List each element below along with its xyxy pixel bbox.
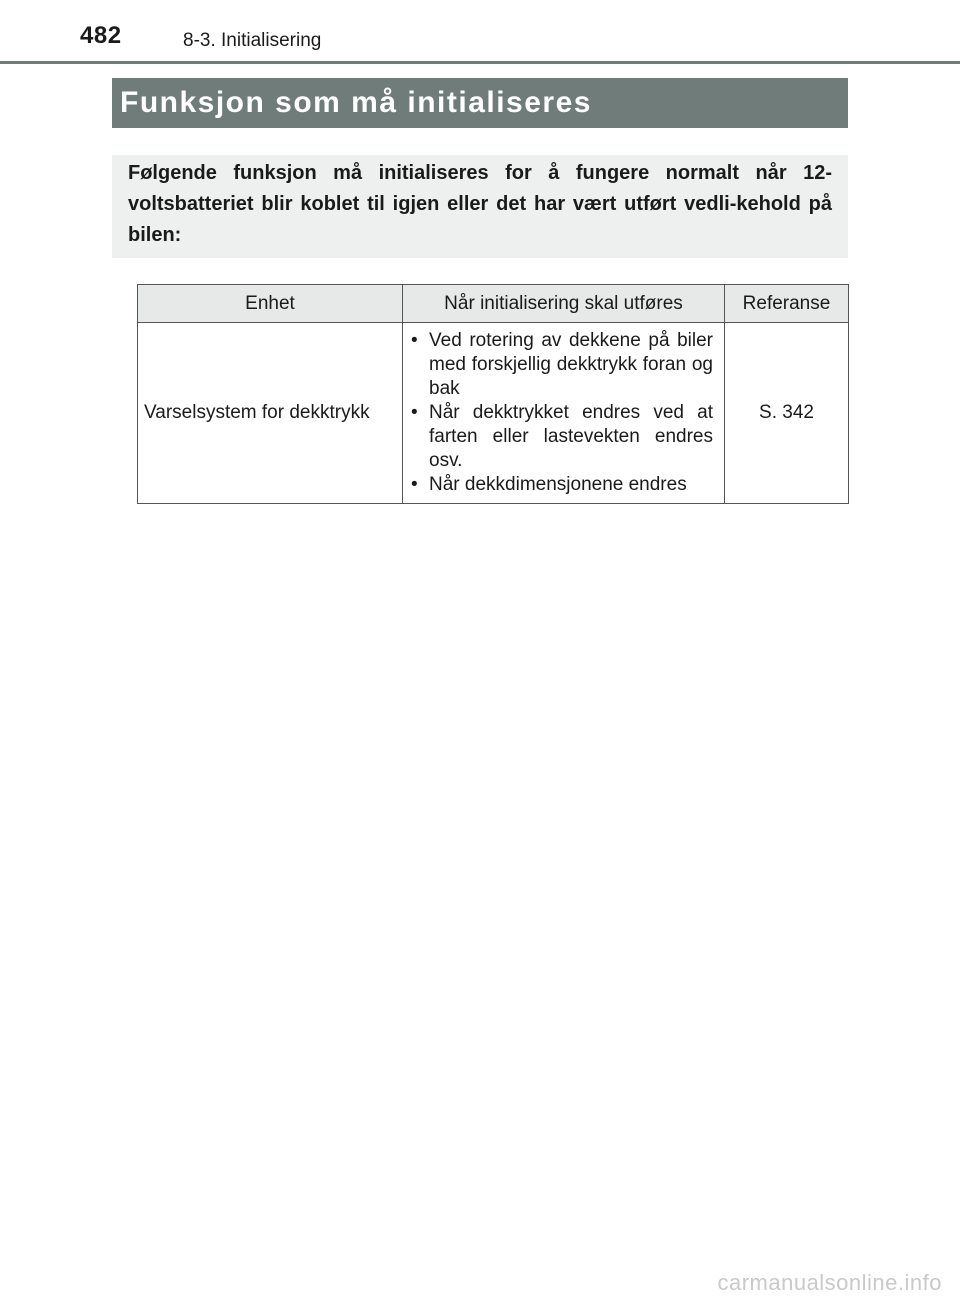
page-title: Funksjon som må initialiseres [120, 86, 592, 119]
cell-unit: Varselsystem for dekktrykk [138, 323, 403, 504]
list-item: • Ved rotering av dekkene på biler med forskjellig dekktrykk foran og bak [409, 329, 713, 401]
intro-text: Følgende funksjon må initialiseres for å fungere normalt når 12-voltsbatteriet blir koblet til igjen eller det har vært utført vedli-kehold på bilen: [128, 162, 832, 246]
list-item: • Når dekkdimensjonene endres [409, 473, 713, 497]
header-when: Når initialisering skal utføres [403, 285, 725, 323]
header-reference: Referanse [725, 285, 849, 323]
watermark: carmanualsonline.info [717, 1270, 942, 1295]
list-item: • Når dekktrykket endres ved at farten eller lastevekten endres osv. [409, 401, 713, 473]
condition-list [409, 329, 713, 497]
cell-when [403, 323, 725, 504]
cell-reference: S. 342 [725, 323, 849, 504]
header-rule [0, 61, 960, 64]
page-number: 482 [80, 22, 122, 49]
initialization-table [137, 284, 849, 504]
intro-box [112, 155, 848, 258]
section-label: 8-3. Initialisering [183, 30, 322, 51]
header-unit: Enhet [138, 285, 403, 323]
title-bar [112, 78, 848, 128]
table-row [138, 323, 849, 504]
table-header-row [138, 285, 849, 323]
